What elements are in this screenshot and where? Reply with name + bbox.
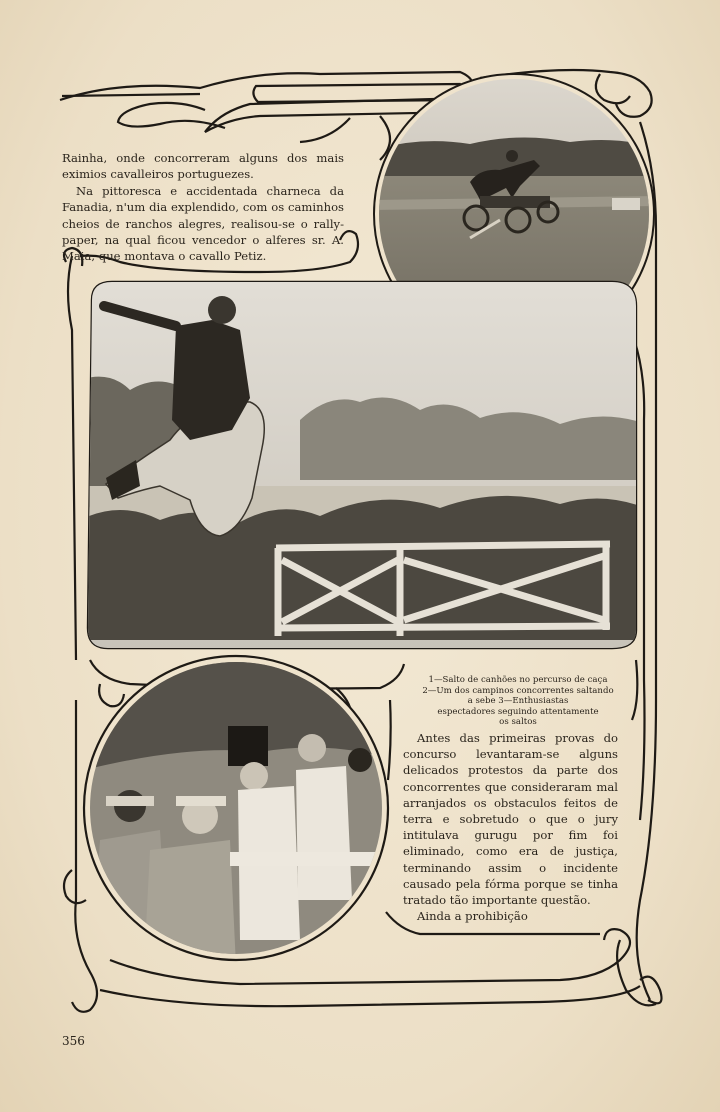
caption-line: 1—Salto de canhões no percurso de caça: [428, 675, 608, 685]
caption-line: a sebe 3—Enthusiastas: [467, 696, 569, 707]
paragraph: Rainha, onde concorreram alguns dos mais eximios cavalleiros portuguezes.: [62, 151, 344, 182]
article-column-left: [62, 150, 344, 265]
photo-captions: [404, 675, 632, 728]
caption-line: os saltos: [499, 717, 537, 728]
caption-line: 2—Um dos campinos concorrentes saltando: [422, 685, 614, 696]
paragraph: Ainda a prohibição: [417, 909, 528, 924]
photo-campino-hedge-jump: [80, 280, 640, 650]
page-number: 356: [62, 1034, 85, 1048]
caption-line: espectadores seguindo attentamente: [437, 706, 599, 717]
paragraph: Na pittoresca e accidentada charneca da Fanadia, n'um dia explendido, com os caminhos cheios de ranchos alegres, realisou-se o rally-paper, na qual ficou vencedor o alferes sr. A. Maia, que montava o cavallo Petiz.: [62, 183, 344, 264]
paragraph: Antes das primeiras provas do concurso levantaram-se alguns delicados protestos da parte dos concorrentes que consideraram mal arranjados os obstaculos feitos de terra e sobretudo o que o jury intitulava gurugu por fim foi eliminado, como era de justiça, terminando assim o incidente causado pela fórma porque se tinha tratado tão importante questão.: [403, 731, 618, 908]
article-column-right: [403, 730, 618, 924]
